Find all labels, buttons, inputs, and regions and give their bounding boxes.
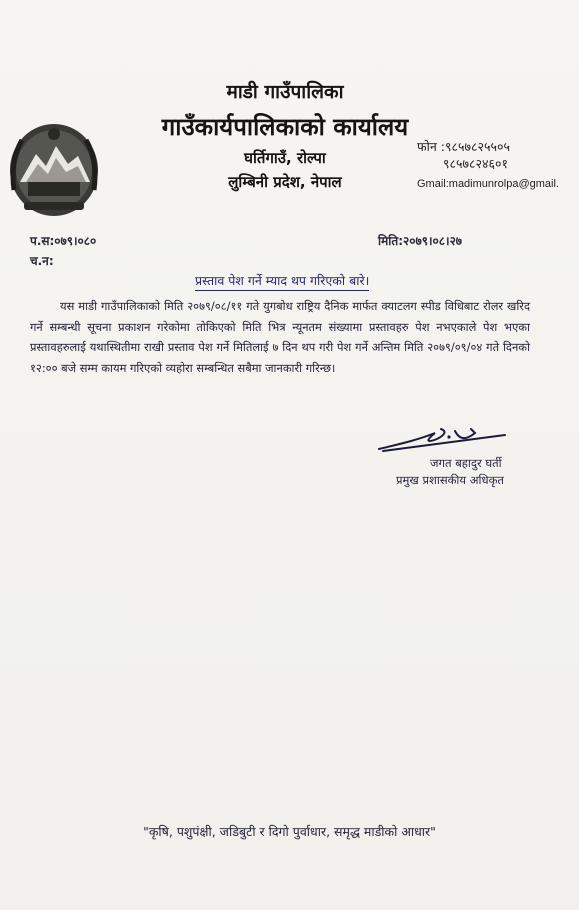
letter-number: प.स:०७९।०८० (30, 234, 97, 248)
office-name: गाउँकार्यपालिकाको कार्यालय (161, 113, 409, 141)
letter-date: मिति:२०७९।०८।२७ (378, 234, 463, 248)
signatory-name: जगत बहादुर घर्ती (430, 456, 502, 470)
signatory-title: प्रमुख प्रशासकीय अधिकृत (396, 473, 504, 487)
signature-mark (375, 423, 510, 453)
nepal-emblem-icon (6, 120, 102, 220)
address-line-1: घर्तिगाउँ, रोल्पा (244, 149, 326, 167)
address-line-2: लुम्बिनी प्रदेश, नेपाल (228, 173, 342, 191)
phone-1: फोन :९८५७८२५५०५ (417, 139, 510, 154)
body-paragraph: यस माडी गाउँपालिकाको मिति २०७९/०८/११ गते युगबोध राष्ट्रिय दैनिक मार्फत क्याटलग स्पीड विधिबाट रोलर खरिद गर्ने सम्बन्धी सूचना प्रकाशन गरेकोमा तोकिएको मिति भित्र न्यूनतम संख्यामा प्रस्तावहरु पेश नभएकाले पेश भएका प्रस्तावहरुलाई यथास्थितीमा राखी प्रस्ताव पेश गर्ने मितिलाई ७ दिन थप गरी पेश गर्ने अन्तिम मिति २०७९/०९/०४ गते दिनको १२:०० बजे सम्म कायम गरिएको व्यहोरा सम्बन्धित सबैमा जानकारी गरिन्छ। (30, 299, 530, 375)
dispatch-number: च.न: (30, 254, 54, 268)
motto-footer: "कृषि, पशुपंक्षी, जडिबुटी र दिगो पुर्वाधार, समृद्ध माडीको आधार" (143, 824, 436, 839)
subject-line: प्रस्ताव पेश गर्ने म्याद थप गरिएको बारे। (195, 272, 369, 291)
email: Gmail:madimunrolpa@gmail. (417, 178, 559, 190)
phone-2: ९८५७८२४६०१ (443, 156, 509, 171)
municipality-name: माडी गाउँपालिका (226, 81, 344, 103)
